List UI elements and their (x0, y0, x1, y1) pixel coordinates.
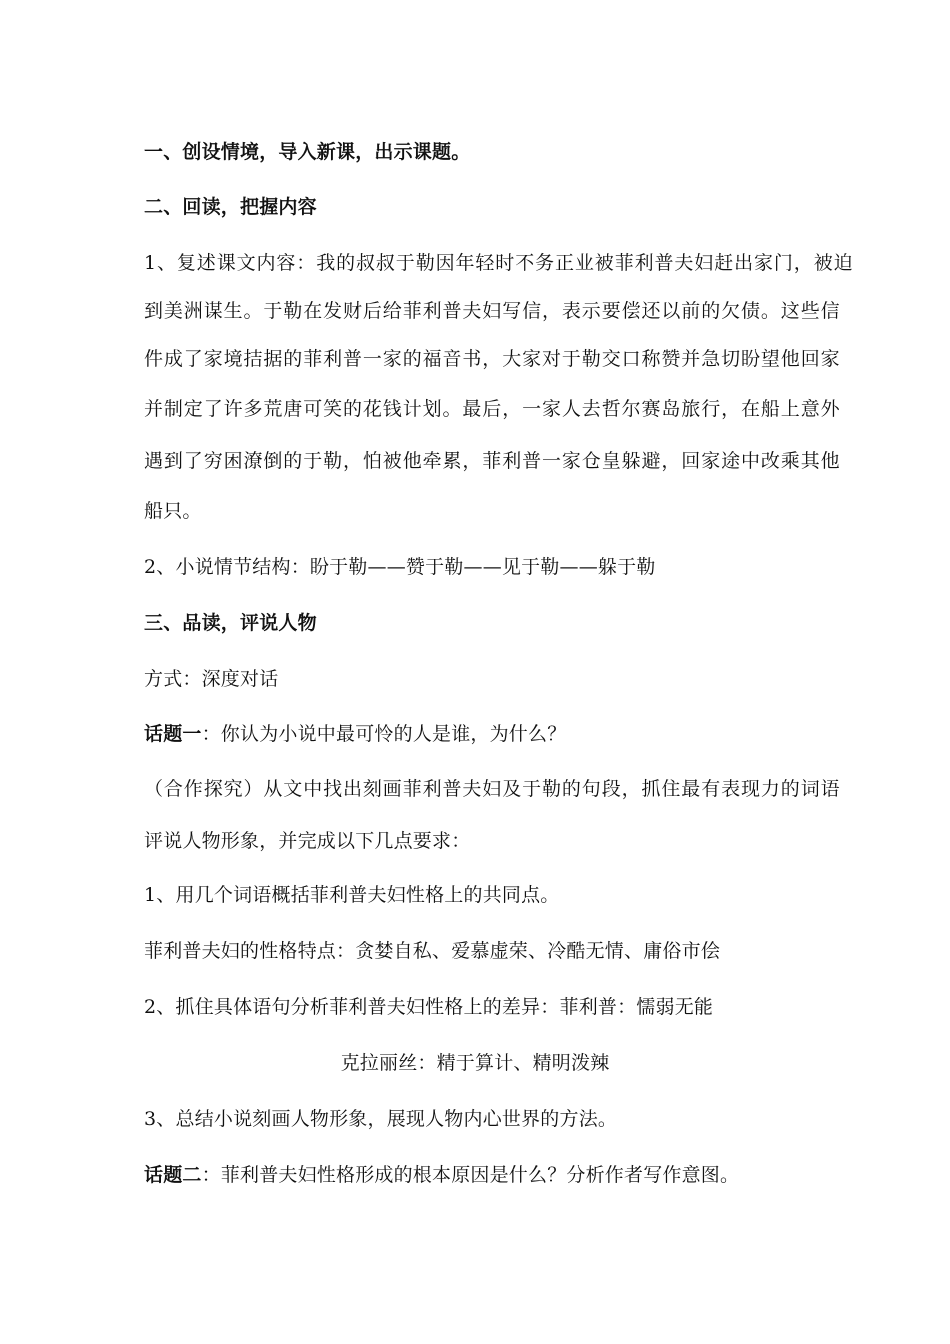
summary-line-4: 并制定了许多荒唐可笑的花钱计划。最后，一家人去哲尔赛岛旅行，在船上意外 (144, 398, 841, 420)
requirement-1: 1、用几个词语概括菲利普夫妇性格上的共同点。 (144, 884, 560, 906)
topic-two-label: 话题二 (144, 1164, 202, 1186)
heading-section-2: 二、回读，把握内容 (144, 196, 317, 218)
cooperation-line-1: （合作探究）从文中找出刻画菲利普夫妇及于勒的句段，抓住最有表现力的词语 (144, 778, 841, 800)
traits-line: 菲利普夫妇的性格特点：贪婪自私、爱慕虚荣、冷酷无情、庸俗市侩 (144, 940, 721, 962)
topic-two (144, 1163, 814, 1187)
requirement-3: 3、总结小说刻画人物形象，展现人物内心世界的方法。 (144, 1108, 618, 1130)
summary-line-1: 1、复述课文内容：我的叔叔于勒因年轻时不务正业被菲利普夫妇赶出家门，被迫 (144, 252, 854, 274)
method-line: 方式：深度对话 (144, 668, 279, 690)
cooperation-line-2: 评说人物形象，并完成以下几点要求： (144, 830, 471, 852)
topic-two-text: ：菲利普夫妇性格形成的根本原因是什么？分析作者写作意图。 (201, 1164, 740, 1186)
topic-one-label: 话题一 (144, 723, 202, 745)
plot-structure: 2、小说情节结构：盼于勒——赞于勒——见于勒——躲于勒 (144, 556, 656, 578)
summary-line-5: 遇到了穷困潦倒的于勒，怕被他牵累，菲利普一家仓皇躲避，回家途中改乘其他 (144, 450, 841, 472)
heading-section-3: 三、品读，评说人物 (144, 612, 317, 634)
heading-section-1: 一、创设情境，导入新课，出示课题。 (144, 141, 471, 163)
summary-line-6: 船只。 (144, 500, 202, 522)
topic-one-text: ：你认为小说中最可怜的人是谁，为什么？ (201, 723, 567, 745)
topic-one (144, 722, 814, 746)
summary-line-2: 到美洲谋生。于勒在发财后给菲利普夫妇写信，表示要偿还以前的欠债。这些信 (144, 300, 841, 322)
requirement-2: 2、抓住具体语句分析菲利普夫妇性格上的差异：菲利普：懦弱无能 (144, 996, 714, 1018)
summary-line-3: 件成了家境拮据的菲利普一家的福音书，大家对于勒交口称赞并急切盼望他回家 (144, 348, 841, 370)
clarisse-traits: 克拉丽丝：精于算计、精明泼辣 (340, 1052, 610, 1074)
